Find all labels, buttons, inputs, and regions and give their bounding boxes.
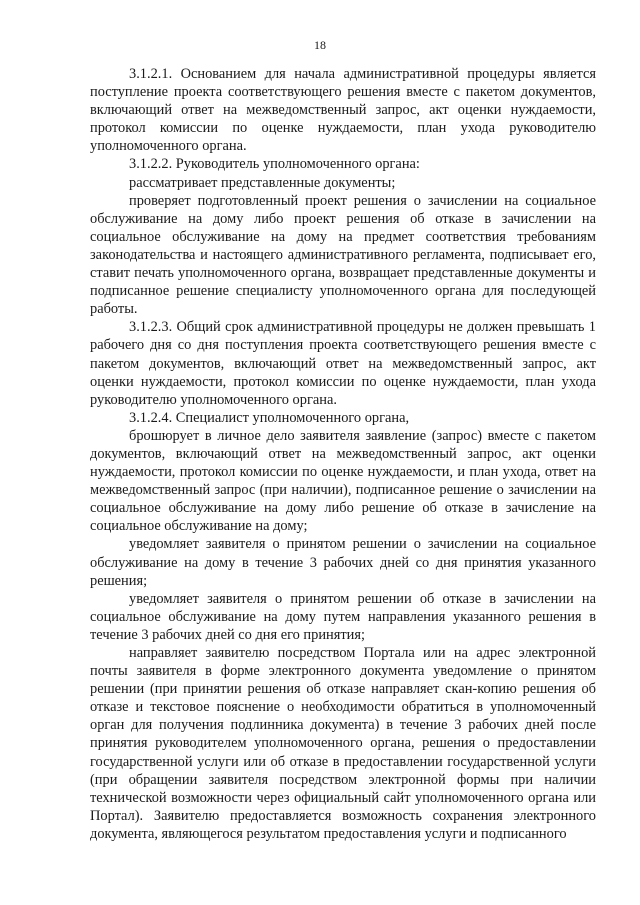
- paragraph-checks-draft-decision: проверяет подготовленный проект решения о зачислении на социальное обслуживание на дому либо проект решения об отказе в зачислении на социальное обслуживание на дому на предмет соответствия требованиям законодательства и настоящего административного регламента, подписывает его, ставит печать уполномоченного органа, возвращает представленные документы и подписанное решение специалисту уполномоченного органа для последующей работы.: [90, 192, 596, 318]
- page-number: 18: [314, 38, 326, 52]
- document-body: [90, 65, 596, 843]
- paragraph-3-1-2-2: 3.1.2.2. Руководитель уполномоченного органа:: [129, 156, 420, 173]
- paragraph-notifies-enrollment: уведомляет заявителя о принятом решении о зачислении на социальное обслуживание на дому в течение 3 рабочих дней со дня принятия указанного решения;: [90, 536, 596, 589]
- paragraph-sends-via-portal: направляет заявителю посредством Портала или на адрес электронной почты заявителя в форме электронного документа уведомление о принятом решении (при принятии решения об отказе направляет скан-копию решения об отказе и текстовое пояснение о необходимости обратиться в уполномоченный орган для получения подлинника документа) в течение 3 рабочих дней после принятия руководителем уполномоченного органа, решения о предоставлении государственной услуги или об отказе в предоставлении государственной услуги (при обращении заявителя посредством электронной формы при наличии технической возможности через официальный сайт уполномоченного органа или Портал). Заявителю предоставляется возможность сохранения электронного документа, являющегося результатом предоставления услуги и подписанного: [90, 645, 596, 842]
- paragraph-reviews-documents: рассматривает представленные документы;: [129, 174, 396, 191]
- paragraph-notifies-refusal: уведомляет заявителя о принятом решении об отказе в зачислении на социальное обслуживание на дому путем направления указанного решения в течение 3 рабочих дней со дня его принятия;: [90, 590, 596, 643]
- paragraph-3-1-2-1: 3.1.2.1. Основанием для начала административной процедуры является поступление проекта соответствующего решения вместе с пакетом документов, включающий ответ на межведомственный запрос, акт оценки нуждаемости, протокол комиссии по оценке нуждаемости, план ухода руководителю уполномоченного органа.: [90, 66, 596, 155]
- paragraph-3-1-2-4: 3.1.2.4. Специалист уполномоченного органа,: [129, 409, 410, 426]
- paragraph-binds-personal-file: брошюрует в личное дело заявителя заявление (запрос) вместе с пакетом документов, включающий ответ на межведомственный запрос, акт оценки нуждаемости, протокол комиссии по оценке нуждаемости, и план ухода, ответ на межведомственный запрос (при наличии), подписанное решение о зачислении на социальное обслуживание на дому либо решение об отказе в зачисление на социальное обслуживание на дому;: [90, 427, 596, 535]
- paragraph-3-1-2-3: 3.1.2.3. Общий срок административной процедуры не должен превышать 1 рабочего дня со дня поступления проекта соответствующего решения вместе с пакетом документов, включающий ответ на межведомственный запрос, акт оценки нуждаемости, протокол комиссии по оценке нуждаемости, план ухода руководителю уполномоченного органа.: [90, 319, 596, 408]
